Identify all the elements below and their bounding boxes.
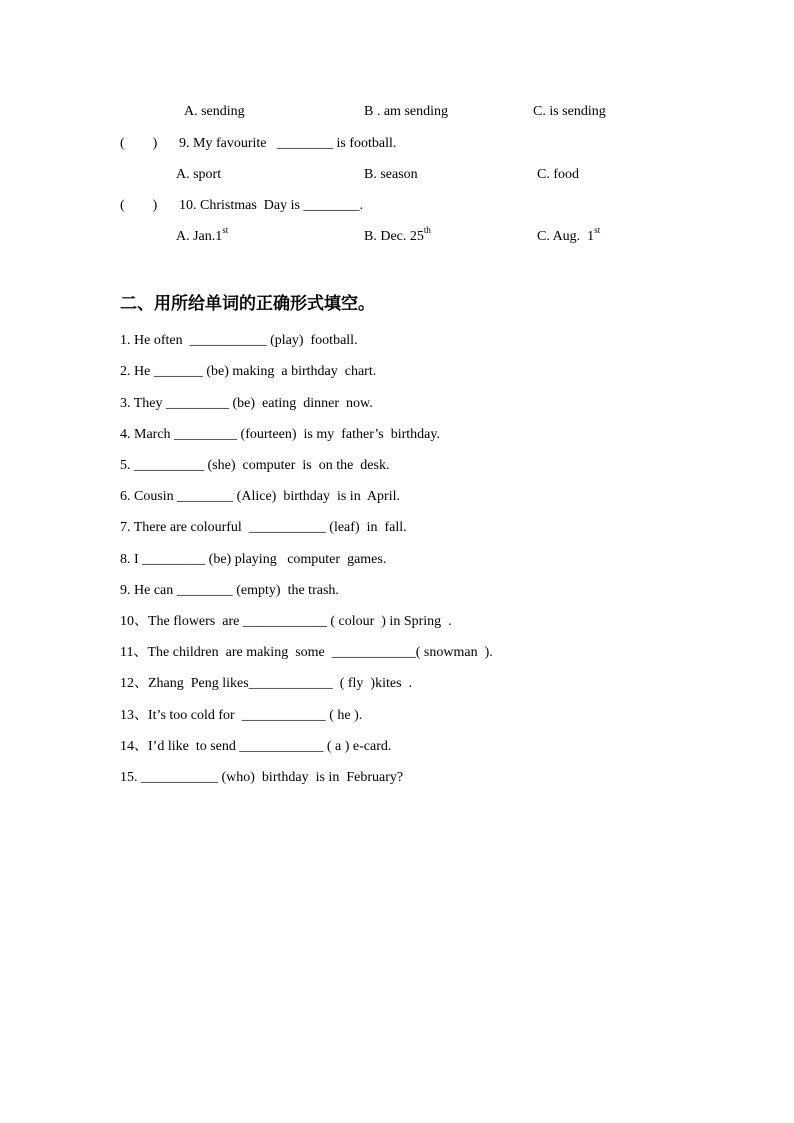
list-item — [0, 330, 794, 352]
mc-question-10 — [0, 195, 794, 217]
option-b-base: B. Dec. 25 — [364, 229, 424, 244]
list-item — [0, 393, 794, 415]
list-item — [0, 549, 794, 571]
mc-options-row-9 — [0, 164, 794, 186]
list-item — [0, 611, 794, 633]
list-item — [0, 642, 794, 664]
item-text: 7. There are colourful ___________ (leaf) in fall. — [120, 520, 407, 535]
option-a: A. sending — [184, 104, 245, 119]
item-text: 11、The children are making some ____________( snowman ). — [120, 645, 493, 660]
list-item — [0, 517, 794, 539]
list-item — [0, 767, 794, 789]
list-item — [0, 424, 794, 446]
option-a-superscript: st — [222, 225, 229, 236]
list-item — [0, 705, 794, 727]
option-c-superscript: st — [594, 225, 601, 236]
item-text: 5. __________ (she) computer is on the desk. — [120, 458, 390, 473]
item-text: 1. He often ___________ (play) football. — [120, 333, 358, 348]
item-text: 9. He can ________ (empty) the trash. — [120, 583, 339, 598]
item-text: 14、I’d like to send ____________ ( a ) e-card. — [120, 739, 392, 754]
option-a — [176, 226, 228, 248]
option-c-base: C. Aug. 1 — [537, 229, 595, 244]
mc-options-row-10 — [0, 226, 794, 248]
section-heading: 二、用所给单词的正确形式填空。 — [120, 294, 375, 314]
item-text: 6. Cousin ________ (Alice) birthday is in April. — [120, 489, 400, 504]
question-text: 10. Christmas Day is ________. — [179, 198, 363, 213]
item-text: 10、The flowers are ____________ ( colour ) in Spring . — [120, 614, 452, 629]
item-text: 4. March _________ (fourteen) is my father’s birthday. — [120, 427, 440, 442]
option-b — [364, 226, 431, 248]
item-text: 3. They _________ (be) eating dinner now. — [120, 396, 373, 411]
answer-bracket: ( ) — [120, 198, 158, 213]
item-text: 13、It’s too cold for ____________ ( he ). — [120, 708, 363, 723]
option-b: B. season — [364, 167, 418, 182]
item-text: 15. ___________ (who) birthday is in February? — [120, 770, 404, 785]
list-item — [0, 673, 794, 695]
option-c — [537, 226, 600, 248]
mc-question-9 — [0, 133, 794, 155]
option-a: A. sport — [176, 167, 222, 182]
mc-options-row-8 — [0, 101, 794, 123]
list-item — [0, 580, 794, 602]
item-text: 12、Zhang Peng likes____________ ( fly )kites . — [120, 676, 413, 691]
list-item — [0, 361, 794, 383]
option-c: C. is sending — [533, 104, 606, 119]
list-item — [0, 486, 794, 508]
option-b-superscript: th — [423, 225, 431, 236]
list-item — [0, 455, 794, 477]
question-text: 9. My favourite ________ is football. — [179, 136, 397, 151]
option-c: C. food — [537, 167, 579, 182]
option-a-base: A. Jan.1 — [176, 229, 223, 244]
list-item — [0, 736, 794, 758]
option-b: B . am sending — [364, 104, 448, 119]
item-text: 8. I _________ (be) playing computer games. — [120, 552, 387, 567]
answer-bracket: ( ) — [120, 136, 158, 151]
item-text: 2. He _______ (be) making a birthday chart. — [120, 364, 377, 379]
